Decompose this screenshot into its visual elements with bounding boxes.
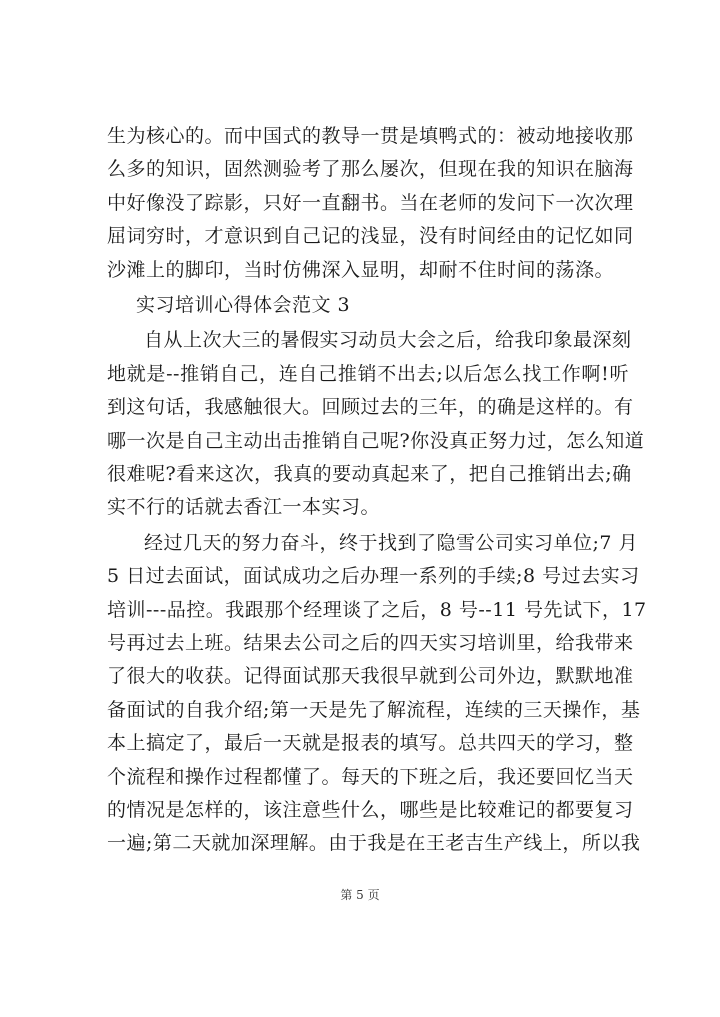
text-line: 哪一次是自己主动出击推销自己呢?你没真正努力过，怎么知道	[107, 430, 645, 452]
text-line: 实不行的话就去香江一本实习。	[107, 496, 381, 518]
text-line: 地就是--推销自己，连自己推销不出去;以后怎么找工作啊!听	[107, 363, 629, 385]
text-line: 的情况是怎样的，该注意些什么，哪些是比较难记的都要复习	[107, 799, 634, 821]
text-line: 个流程和操作过程都懂了。每天的下班之后，我还要回忆当天	[107, 766, 634, 788]
text-line: 号再过去上班。结果去公司之后的四天实习培训里，给我带来	[107, 632, 634, 654]
text-line: 培训---品控。我跟那个经理谈了之后，8 号--11 号先试下，17	[107, 599, 647, 621]
section-heading: 实习培训心得体会范文 3	[136, 294, 351, 316]
text-line: 屈词穷时，才意识到自己记的浅显，没有时间经由的记忆如同	[107, 225, 634, 247]
text-line: 中好像没了踪影，只好一直翻书。当在老师的发问下一次次理	[107, 192, 634, 214]
text-line: 本上搞定了，最后一天就是报表的填写。总共四天的学习，整	[107, 732, 634, 754]
text-line: 了很大的收获。记得面试那天我很早就到公司外边，默默地准	[107, 665, 634, 687]
page-number: 第 5 页	[340, 888, 380, 902]
text-line: 自从上次大三的暑假实习动员大会之后，给我印象最深刻	[144, 329, 632, 351]
text-line: 一遍;第二天就加深理解。由于我是在王老吉生产线上，所以我	[107, 832, 641, 854]
text-line: 经过几天的努力奋斗，终于找到了隐雪公司实习单位;7 月	[144, 532, 639, 554]
text-line: 生为核心的。而中国式的教导一贯是填鸭式的：被动地接收那	[107, 125, 634, 147]
text-line: 备面试的自我介绍;第一天是先了解流程，连续的三天操作，基	[107, 699, 641, 721]
text-line: 到这句话，我感触很大。回顾过去的三年，的确是这样的。有	[107, 396, 634, 418]
text-line: 么多的知识，固然测验考了那么屡次，但现在我的知识在脑海	[107, 158, 634, 180]
text-line: 5 日过去面试，面试成功之后办理一系列的手续;8 号过去实习	[107, 565, 640, 587]
text-line: 沙滩上的脚印，当时仿佛深入显明，却耐不住时间的荡涤。	[107, 259, 615, 281]
text-line: 很难呢?看来这次，我真的要动真起来了，把自己推销出去;确	[107, 463, 632, 485]
